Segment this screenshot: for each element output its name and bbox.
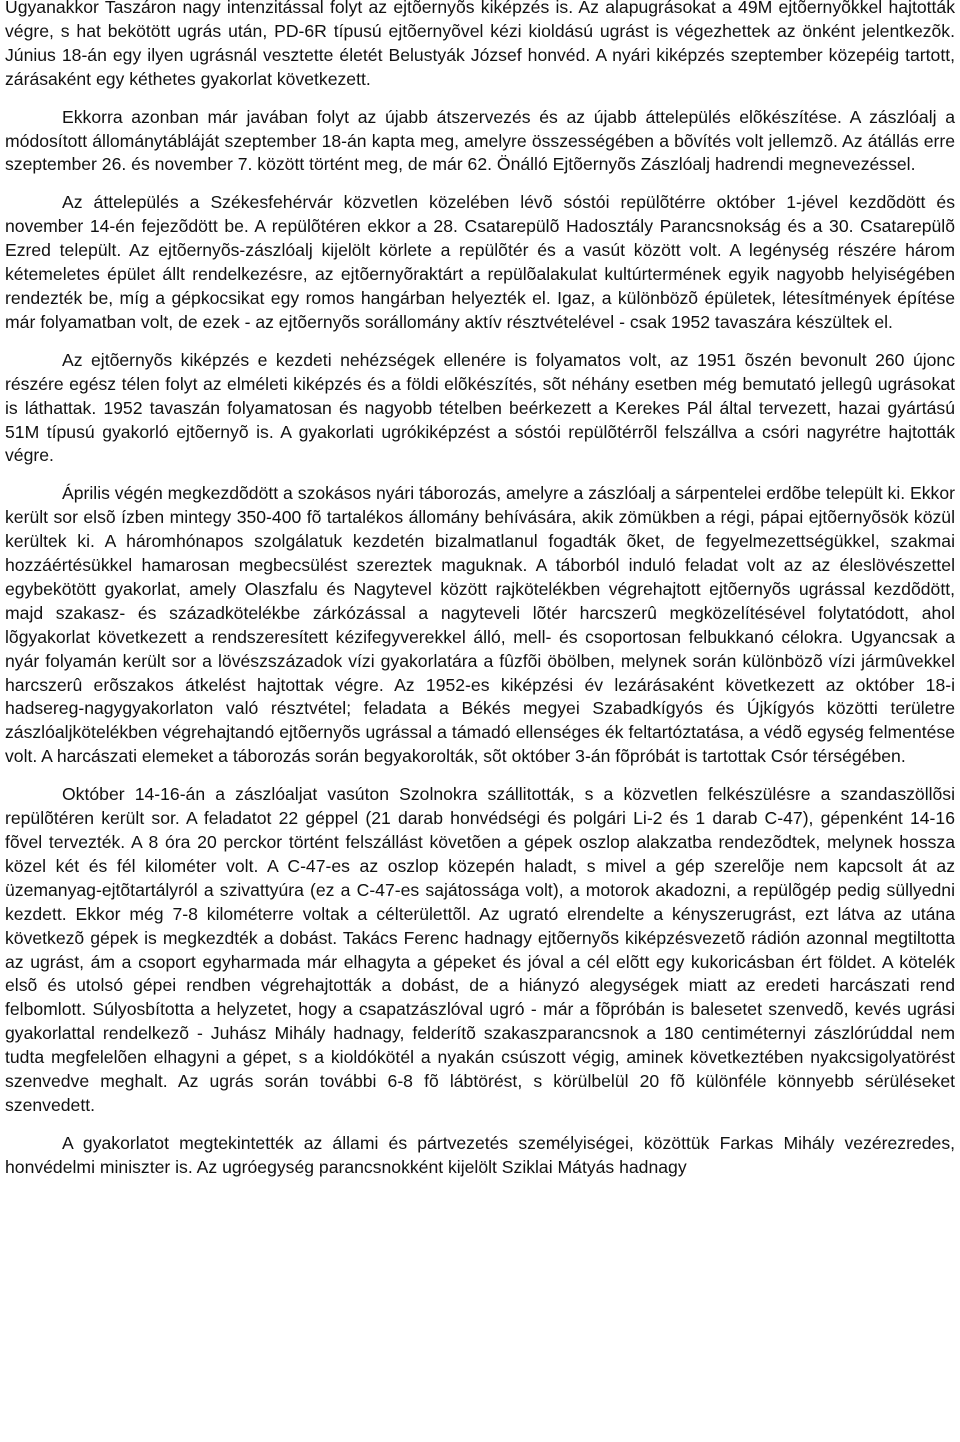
- document-page: [5, 0, 955, 1194]
- paragraph-reorganization: Ekkorra azonban már javában folyt az újabb átszervezés és az újabb áttelepülés elõkészítése. A zászlóalj a módosított állománytábláját szeptember 18-án kapta meg, amelyre összességében a bõvítés volt jellemzõ. Az átállás erre szeptember 26. és november 7. között történt meg, de már 62. Önálló Ejtõernyõs Zászlóalj hadrendi megnevezéssel.: [5, 106, 955, 175]
- paragraph-summer-camp: Április végén megkezdõdött a szokásos nyári táborozás, amelyre a zászlóalj a sárpentelei erdõbe települt ki. Ekkor került sor elsõ ízben mintegy 350-400 fõ tartalékos állomány behívására, akik zömükben a régi, pápai ejtõernyõsök közül kerültek ki. A háromhónapos szolgálatuk kezdetén bizalmatlanul fogadták õket, de fegyelmezettségükkel, szakmai hozzáértésükkel hamarosan megbecsülést szereztek maguknak. A táborból induló feladat volt az az éleslövészettel egybekötött gyakorlat, amely Olaszfalu és Nagytevel között rajkötelékben végrehajtott ejtõernyõs ugrással kezdõdött, majd szakasz- és századkötelékbe zárkózással a nagyteveli lõtér harcszerû megközelítésével folytatódott, ahol lõgyakorlat következett a rendszeresített kézifegyverekkel álló, mell- és csoportosan felbukkanó célokra. Ugyancsak a nyár folyamán került sor a lövészszázadok vízi gyakorlatára a fûzfõi öbölben, melynek során különbözõ vízi jármûvekkel harcszerû erõszakos átkelést hajtottak végre. Az 1952-es kiképzési év lezárásaként következett az október 18-i hadsereg-nagygyakorlaton való résztvétel; feladata a Békés megyei Szabadkígyós és Újkígyós közötti területre zászlóaljkötelékben végrehajtandó ejtõernyõs ugrással a támadó ellenséges ék feltartóztatása, a védõ egység felmentése volt. A harcászati elemeket a táborozás során begyakorolták, sõt október 3-án fõpróbát is tartottak Csór térségében.: [5, 483, 955, 767]
- paragraph-taszar-training: Ugyanakkor Taszáron nagy intenzitással folyt az ejtõernyõs kiképzés is. Az alapugrásokat a 49M ejtõernyõkkel hajtották végre, s hat bekötött ugrás után, PD-6R típusú ejtõernyõvel kézi kioldású ugrást is végezhettek az önként jelentkezõk. Június 18-án egy ilyen ugrásnál vesztette életét Belustyák József honvéd. A nyári kiképzés szeptember közepéig tartott, zárásaként egy kéthetes gyakorlat következett.: [5, 0, 955, 89]
- paragraph-szolnok-exercise: Október 14-16-án a zászlóaljat vasúton Szolnokra szállitották, s a közvetlen felkészülésre a szandaszöllõsi repülõtéren került sor. A feladatot 22 géppel (21 darab honvédségi és polgári Li-2 és 1 darab C-47), gépenként 14-16 fõvel tervezték. A 8 óra 20 perckor történt felszállást követõen a gépek oszlop alakzatba rendezõdtek, melynek hossza közel két és fél kilométer volt. A C-47-es az oszlop közepén haladt, s mivel a gép szerelõje nem kapcsolt át az üzemanyag-ejtõtartályról a szivattyúra (ez a C-47-es sajátossága volt), a motorok akadozni, a repülõgép pedig süllyedni kezdett. Ekkor még 7-8 kilométerre voltak a célterülettõl. Az ugrató elrendelte a kényszerugrást, ezt látva az utána következõ gépek is megkezdték a dobást. Takács Ferenc hadnagy ejtõernyõs kiképzésvezetõ rádión azonnal megtiltotta az ugrást, ám a csoport egyharmada már elhagyta a gépeket és jóval a cél elõtt egy kukoricásban ért földet. A kötelék elsõ és utolsó gépei rendben végrehajtották a dobást, de a hiányzó alegységek miatt az eredeti harcászati rend felbomlott. Súlyosbította a helyzetet, hogy a csapatzászlóval ugró - már a fõpróbán is balesetet szenvedõ, kevés ugrási gyakorlattal rendelkezõ - Juhász Mihály hadnagy, felderítõ szakaszparancsnok a 180 centiméternyi zászlórúddal nem tudta megfelelõen elhagyni a gépet, s a kioldókötél a nyakán csúszott végig, aminek következtében nyakcsigolyatörést szenvedve meghalt. Az ugrás során további 6-8 fõ lábtörést, s körülbelül 20 fõ különféle könnyebb sérüléseket szenvedett.: [5, 784, 955, 1115]
- paragraph-training-continues: Az ejtõernyõs kiképzés e kezdeti nehézségek ellenére is folyamatos volt, az 1951 õszén bevonult 260 újonc részére egész télen folyt az elméleti kiképzés és a földi elõkészítés, sõt néhány esetben még bemutató jellegû ugrásokat is láthattak. 1952 tavaszán folyamatosan és nagyobb tételben beérkezett a Kerekes Pál által tervezett, hazai gyártású 51M típusú gyakorló ejtõernyõ is. A gyakorlati ugrókiképzést a sóstói repülõtérrõl felszállva a csóri nagyrétre hajtották végre.: [5, 349, 955, 466]
- paragraph-leadership-observers: A gyakorlatot megtekintették az állami és pártvezetés személyiségei, közöttük Farkas Mihály vezérezredes, honvédelmi miniszter is. Az ugróegység parancsnokként kijelölt Sziklai Mátyás hadnagy: [5, 1132, 955, 1177]
- paragraph-relocation-sosto: Az áttelepülés a Székesfehérvár közvetlen közelében lévõ sóstói repülõtérre október 1-jével kezdõdött és november 14-én fejezõdött be. A repülõtéren ekkor a 28. Csatarepülõ Hadosztály Parancsnokság és a 30. Csatarepülõ Ezred települt. Az ejtõernyõs-zászlóalj kijelölt körlete a repülõtér és a vasút között volt. A legénység részére három kétemeletes épület állt rendelkezésre, az ejtõernyõraktárt a repülõalakulat kultúrtermének egyik nagyobb helyiségében rendezték be, míg a gépkocsikat egy romos hangárban helyezték el. Igaz, a különbözõ épületek, létesítmények építése már folyamatban volt, de ezek - az ejtõernyõs sorállomány aktív résztvételével - csak 1952 tavaszára készültek el.: [5, 192, 955, 332]
